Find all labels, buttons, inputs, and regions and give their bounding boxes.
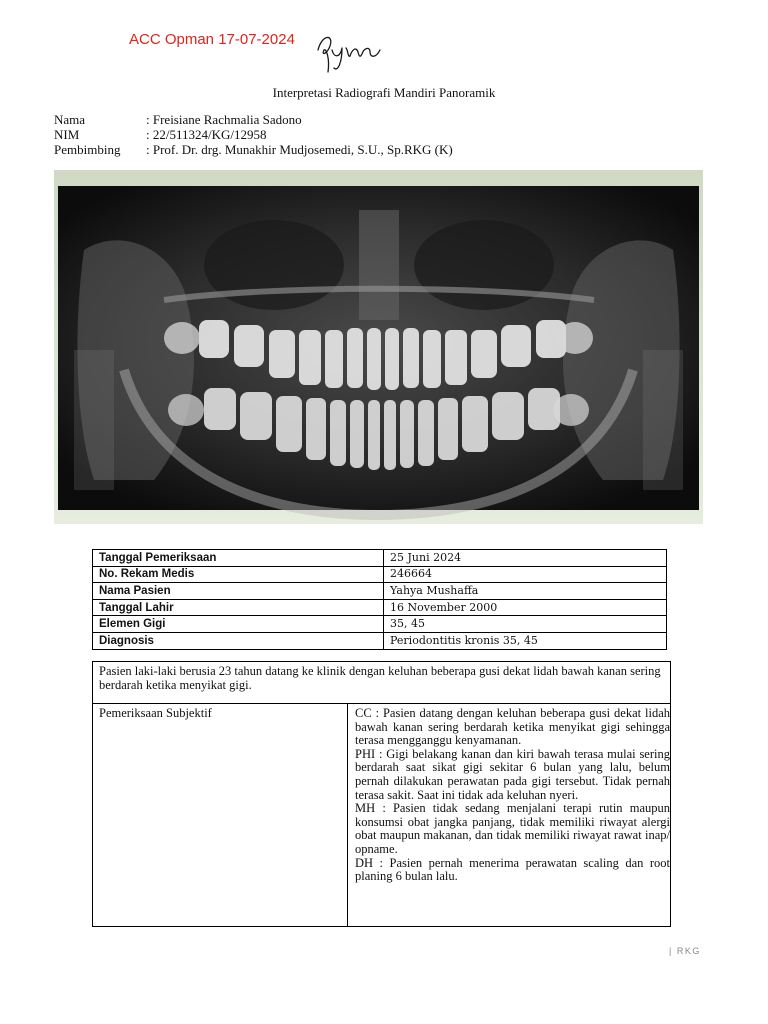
name-row: [54, 112, 453, 127]
patient-name-label: Nama Pasien: [93, 583, 384, 600]
record-number-value: 246664: [384, 566, 667, 583]
subjective-exam-body: [349, 704, 670, 884]
nim-row: [54, 127, 453, 142]
diagnosis-value: Periodontitis kronis 35, 45: [384, 632, 667, 649]
nim-label: NIM: [54, 127, 80, 142]
table-row: [93, 599, 667, 616]
present-illness-note: PHI : Gigi belakang kanan dan kiri bawah terasa mulai sering berdarah saat sikat gigi sekitar 6 bulan yang lalu, belum pernah dilakukan perawatan pada gigi tersebut. Tidak pernah terasa sakit. Saat ini tidak ada keluhan nyeri.: [355, 746, 670, 802]
exam-date-label: Tanggal Pemeriksaan: [93, 550, 384, 567]
table-row: [93, 550, 667, 567]
name-label: Nama: [54, 112, 86, 127]
student-info: [54, 112, 453, 157]
document-title: Interpretasi Radiografi Mandiri Panoramik: [272, 85, 496, 100]
name-value: : Freisiane Rachmalia Sadono: [146, 112, 302, 127]
advisor-label: Pembimbing: [54, 142, 121, 157]
patient-info-table: [92, 549, 667, 650]
table-row: [93, 632, 667, 649]
tooth-element-label: Elemen Gigi: [93, 616, 384, 633]
birth-date-value: 16 November 2000: [384, 599, 667, 616]
patient-name-value: Yahya Mushaffa: [384, 583, 667, 600]
subjective-exam-label: Pemeriksaan Subjektif: [93, 704, 348, 926]
table-row: [93, 616, 667, 633]
page-footer: | RKG: [669, 946, 701, 956]
nim-value: : 22/511324/KG/12958: [146, 127, 267, 142]
advisor-row: [54, 142, 453, 157]
dental-history-note: DH : Pasien pernah menerima perawatan scaling dan root planing 6 bulan lalu.: [355, 855, 670, 884]
chief-complaint: Pasien laki-laki berusia 23 tahun datang ke klinik dengan keluhan beberapa gusi dekat lidah bawah kanan sering berdarah ketika menyikat gigi.: [93, 662, 670, 704]
signature: [312, 28, 384, 76]
examination-table: [92, 661, 671, 927]
diagnosis-label: Diagnosis: [93, 632, 384, 649]
medical-history-note: MH : Pasien tidak sedang menjalani terapi rutin maupun konsumsi obat jangka panjang, tidak memiliki riwayat alergi obat maupun makanan, dan tidak memiliki riwayat rawat inap/ opname.: [355, 801, 670, 856]
record-number-label: No. Rekam Medis: [93, 566, 384, 583]
exam-date-value: 25 Juni 2024: [384, 550, 667, 567]
tooth-element-value: 35, 45: [384, 616, 667, 633]
panoramic-radiograph: [54, 170, 703, 524]
table-row: [93, 566, 667, 583]
chief-complaint-note: CC : Pasien datang dengan keluhan beberapa gusi dekat lidah bawah kanan sering berdarah ketika menyikat gigi sehingga terasa mengganggu kenyamanan.: [355, 706, 670, 748]
advisor-value: : Prof. Dr. drg. Munakhir Mudjosemedi, S.U., Sp.RKG (K): [146, 142, 453, 157]
table-row: [93, 583, 667, 600]
birth-date-label: Tanggal Lahir: [93, 599, 384, 616]
approval-note: ACC Opman 17-07-2024: [129, 31, 295, 48]
